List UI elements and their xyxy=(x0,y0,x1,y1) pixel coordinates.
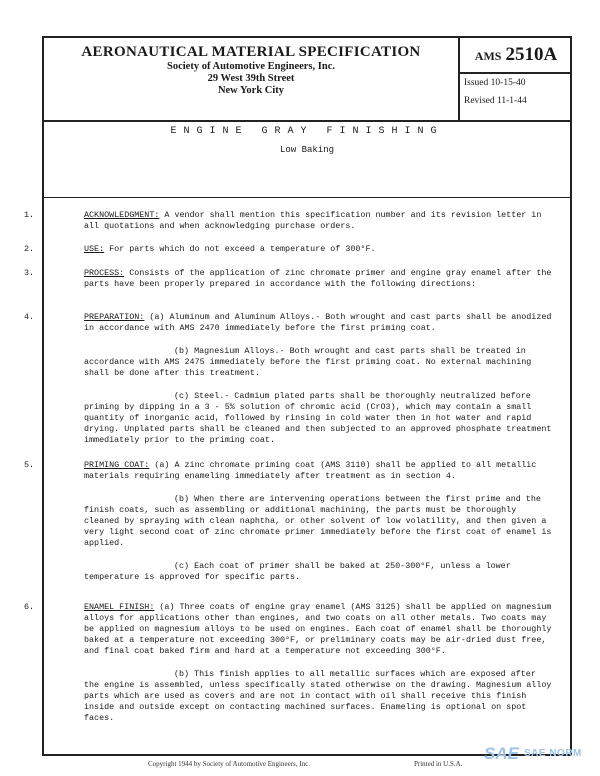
section-text: A vendor shall mention this specification number and its revision letter in all quotations and when acknowledging purchase orders. xyxy=(84,210,542,231)
section-paragraph: (c) Steel.- Cadmium plated parts shall be thoroughly neutralized before priming by dipping in a 3 - 5% solution of chromic acid (CrO3), which may contain a small quantity of inorganic acid, followed by rinsing in cold water then in hot water and rapid drying. Unplated parts shall be cleaned and then subjected to an approved phosphate treatment immediately prior to the priming coat. xyxy=(84,391,552,445)
section-text: (a) A zinc chromate priming coat (AMS 3110) shall be applied to all metallic materials requiring enameling immediately after treatment as in section 4. xyxy=(84,460,537,481)
org-name: Society of Automotive Engineers, Inc. xyxy=(167,61,335,72)
issued-date: 10-15-40 xyxy=(490,78,526,88)
section-number: 2. xyxy=(23,244,34,254)
section-heading: PROCESS: xyxy=(84,268,125,278)
document-titlebar xyxy=(44,122,570,198)
section-number: 5. xyxy=(23,460,34,470)
revised-date: 11-1-44 xyxy=(496,96,527,106)
watermark xyxy=(484,744,594,772)
printed-text: Printed in U.S.A. xyxy=(414,760,463,768)
section-heading: ENAMEL FINISH: xyxy=(84,602,155,612)
document-subtitle: Low Baking xyxy=(279,145,334,155)
section-paragraph: (b) Magnesium Alloys.- Both wrought and cast parts shall be treated in accordance with AMS 2475 immediately before the first priming coat. No external machining shall be done after this treatment. xyxy=(84,346,532,378)
org-street: 29 West 39th Street xyxy=(207,73,295,84)
sae-logo-icon: SAE xyxy=(484,744,519,763)
header xyxy=(44,38,570,122)
document-frame xyxy=(23,36,572,756)
revised-label: Revised xyxy=(464,96,495,106)
section-text: (a) Aluminum and Aluminum Alloys.- Both wrought and cast parts shall be anodized in accordance with AMS 2470 immediately before the first priming coat. xyxy=(84,312,552,333)
org-city: New York City xyxy=(217,85,285,96)
watermark-text: SAE NORM xyxy=(524,748,582,759)
ams-number-box xyxy=(460,38,572,74)
section-paragraph: (b) This finish applies to all metallic surfaces which are exposed after the engine is assembled, unless specifically stated otherwise on the drawing. Magnesium alloy parts which are used as covers and are not in contact with oil shall receive this finish inside and outside except on contacting machined surfaces. Enameling is optional on spot faces. xyxy=(84,669,552,723)
section-paragraph: (c) Each coat of primer shall be baked at 250-300°F, unless a lower temperature is approved for specific parts. xyxy=(84,561,511,582)
section-number: 3. xyxy=(23,268,34,278)
spec-id-box xyxy=(458,38,572,120)
ams-number: 2510A xyxy=(505,44,558,65)
section-text: For parts which do not exceed a temperature of 300°F. xyxy=(109,244,376,254)
revised-row xyxy=(460,92,572,110)
copyright-text: Copyright 1944 by Society of Automotive Engineers, Inc. xyxy=(148,760,310,768)
section-text: (a) Three coats of engine gray enamel (AMS 3125) shall be applied on magnesium alloys for applications other than engines, and two coats on all other metals. Two coats may be applied on magnesium alloys to be used on engines. Each coat of enamel shall be thoroughly baked at a temperature not exceeding 300°F, or preliminary coats may be air-dried dust free, and final coat baked firm and hard at a temperature not exceeding 300°F. xyxy=(84,602,552,656)
section-paragraph: (b) When there are intervening operations between the first prime and the finish coats, such as assembling or additional machining, the parts must be thoroughly cleaned by spraying with clean naphtha, or other solvent of low volatility, and then given a very light second coat of zinc chromate primer immediately before the first coat of enamel is applied. xyxy=(84,494,552,548)
section-heading: PREPARATION: xyxy=(84,312,145,322)
issued-label: Issued xyxy=(464,78,489,88)
section-heading: USE: xyxy=(84,244,105,254)
section-number: 4. xyxy=(23,312,34,322)
section-heading: ACKNOWLEDGMENT: xyxy=(84,210,160,220)
header-center xyxy=(44,38,458,120)
ams-prefix: AMS xyxy=(474,49,502,63)
issued-row xyxy=(460,74,572,92)
section-number: 1. xyxy=(23,210,34,220)
section-text: Consists of the application of zinc chromate primer and engine gray enamel after the parts have been properly prepared in accordance with the following directions: xyxy=(84,268,552,289)
spec-title: AERONAUTICAL MATERIAL SPECIFICATION xyxy=(81,44,421,60)
document-title: ENGINE GRAY FINISHING xyxy=(170,126,444,137)
section-heading: PRIMING COAT: xyxy=(84,460,150,470)
section-number: 6. xyxy=(23,602,34,612)
